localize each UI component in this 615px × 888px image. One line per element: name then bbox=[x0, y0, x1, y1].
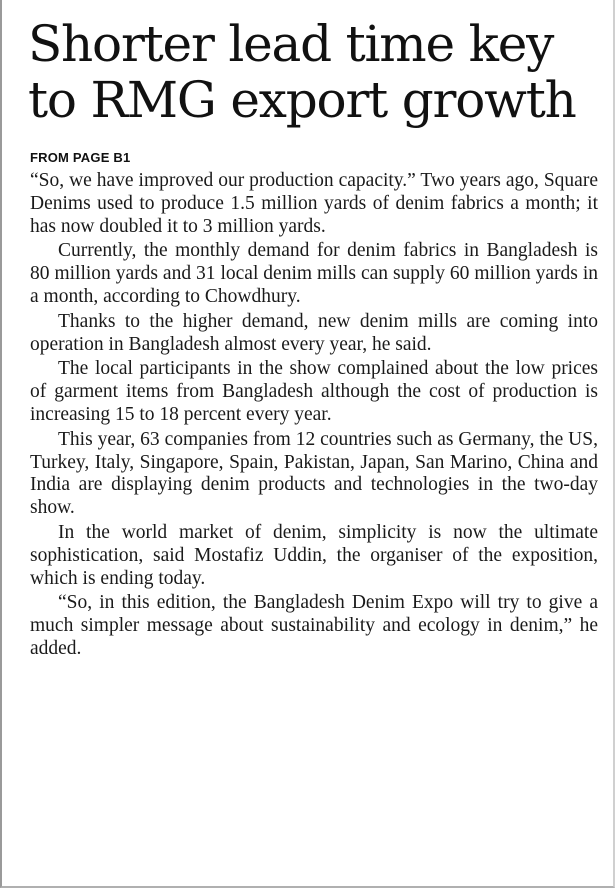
paragraph: In the world market of denim, simplicity is now the ultimate sophistication, said Mostafiz Uddin, the organiser of the exposition, which is ending today. bbox=[30, 521, 598, 589]
paragraph: “So, in this edition, the Bangladesh Denim Expo will try to give a much simpler message about sustainability and ecology in denim,” he added. bbox=[30, 592, 598, 659]
paragraph: Currently, the monthly demand for denim fabrics in Bangladesh is 80 million yards and 31 local denim mills can supply 60 million yards in a month, according to Chowdhury. bbox=[30, 240, 598, 307]
paragraph: Thanks to the higher demand, new denim mills are coming into operation in Bangladesh almost every year, he said. bbox=[30, 310, 598, 355]
headline: Shorter lead time key to RMG export growth bbox=[28, 15, 576, 129]
article-body bbox=[30, 170, 598, 663]
jump-line: FROM PAGE B1 bbox=[30, 150, 131, 165]
paragraph: “So, we have improved our production capacity.” Two years ago, Square Denims used to produce 1.5 million yards of denim fabrics a month; it has now doubled it to 3 million yards. bbox=[30, 170, 598, 237]
paragraph: The local participants in the show complained about the low prices of garment items from Bangladesh although the cost of production is increasing 15 to 18 percent every year. bbox=[30, 358, 598, 425]
paragraph: This year, 63 companies from 12 countries such as Germany, the US, Turkey, Italy, Singapore, Spain, Pakistan, Japan, San Marino, China and India are displaying denim products and technologies in the two-day show. bbox=[30, 428, 598, 519]
